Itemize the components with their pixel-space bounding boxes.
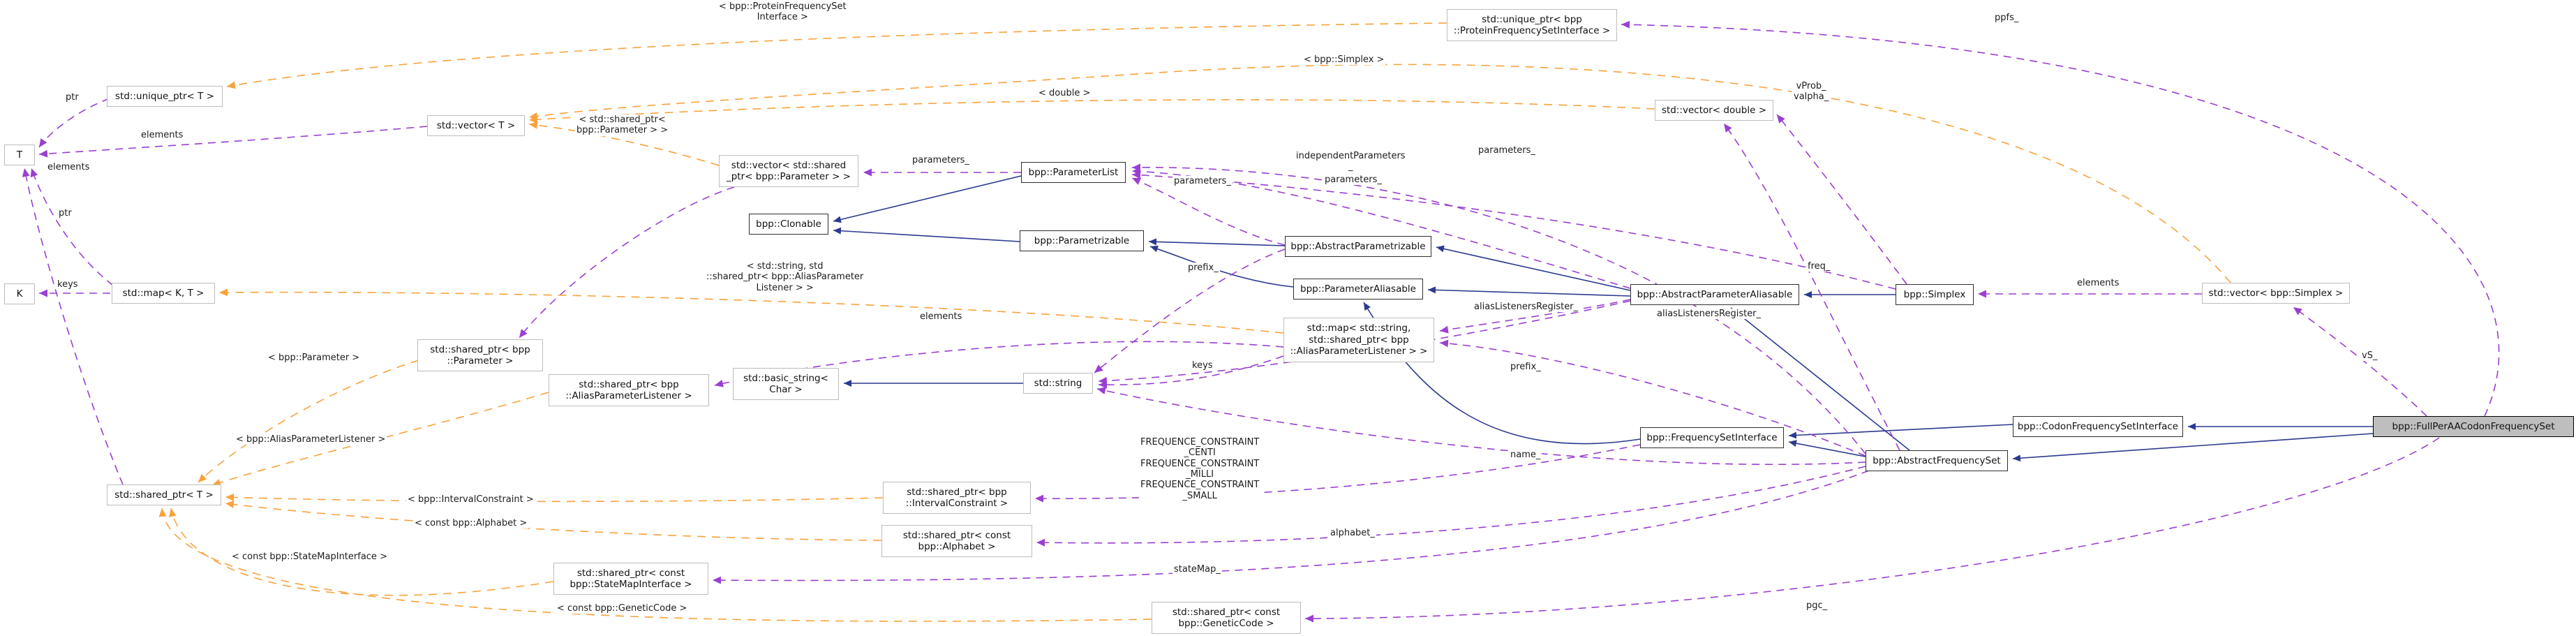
edge-parametrizable-clonable xyxy=(833,230,1020,242)
edge-label-elements-map-t xyxy=(46,162,91,172)
edge-label-tmpl-shared-ptr-parameter xyxy=(575,114,669,136)
class-node-shared-ptr-geneticcode[interactable] xyxy=(1152,602,1301,634)
edge-label-line: parameters_ xyxy=(1174,176,1231,186)
class-node-label: bpp::Alphabet > xyxy=(918,541,996,552)
class-node-label: std::shared_ptr< bpp xyxy=(579,378,679,390)
edge-label-line: _CENTI xyxy=(1184,448,1216,459)
edge-label-name xyxy=(1509,450,1542,460)
edge-label-line: < double > xyxy=(1038,88,1091,98)
edge-label-statemap xyxy=(1172,564,1222,575)
edge-label-tmpl-simplex xyxy=(1302,54,1385,65)
edge-tmpl-mapstring-map xyxy=(219,293,1283,333)
edge-label-line: elements xyxy=(141,130,184,140)
edge-label-ptr-shared xyxy=(57,208,73,219)
edge-uniqueptr-t-ptr xyxy=(39,98,110,147)
class-node-label: std::string xyxy=(1034,377,1082,389)
class-node-vector-simplex[interactable] xyxy=(2202,283,2350,304)
edge-label-prefix-2 xyxy=(1509,362,1542,372)
edge-label-line: ppfs_ xyxy=(1995,13,2019,23)
class-node-basic-string[interactable] xyxy=(733,368,839,400)
class-node-label: bpp::CodonFrequencySetInterface xyxy=(2017,420,2179,432)
edge-label-line: name_ xyxy=(1510,450,1541,460)
class-node-shared-ptr-t[interactable] xyxy=(107,485,221,505)
edge-label-tmpl-statemapinterface xyxy=(230,552,389,562)
edge-label-line: stateMap_ xyxy=(1174,564,1221,575)
edge-label-tmpl-parameter xyxy=(267,353,361,363)
edge-label-line: FREQUENCE_CONSTRAINT xyxy=(1140,437,1260,448)
class-node-label: std::unique_ptr< bpp xyxy=(1482,13,1582,25)
class-node-std-string[interactable] xyxy=(1023,373,1093,394)
class-node-label: bpp::ParameterList xyxy=(1028,166,1119,178)
class-node-label: ::ProteinFrequencySetInterface > xyxy=(1453,25,1611,36)
edge-label-vs xyxy=(2360,350,2378,361)
class-node-parametrizable[interactable] xyxy=(1020,230,1144,251)
edge-label-tmpl-intervalconstraint xyxy=(406,494,535,505)
edge-fullperaa-abstractfrequencyset xyxy=(2013,434,2373,459)
class-node-vector-shared-ptr-parameter[interactable] xyxy=(719,155,858,187)
class-node-label: K xyxy=(16,288,23,299)
class-node-vector-t[interactable] xyxy=(427,115,525,136)
edge-label-line: prefix_ xyxy=(1510,362,1541,372)
edge-label-alphabet xyxy=(1329,528,1376,538)
edge-label-line: < bpp::Parameter > xyxy=(268,353,360,363)
class-node-label: ::Parameter > xyxy=(447,355,514,367)
class-node-label: std::shared_ptr< const xyxy=(576,567,685,579)
edge-label-parameters-2 xyxy=(1323,175,1383,185)
edge-label-line: < bpp::AliasParameterListener > xyxy=(236,434,386,445)
edge-label-frequence-constraints xyxy=(1139,437,1260,501)
class-node-label: std::shared_ptr< bpp xyxy=(907,486,1007,498)
edge-tmpl-vectordouble-vector xyxy=(529,100,1655,120)
class-node-shared-ptr-intervalconstraint[interactable] xyxy=(883,482,1031,514)
edge-label-line: FREQUENCE_CONSTRAINT xyxy=(1140,458,1260,469)
edge-vector-sharedptrparam-elements xyxy=(519,187,734,338)
class-node-label: std::vector< bpp::Simplex > xyxy=(2208,287,2344,299)
edge-label-line: independentParameters xyxy=(1296,151,1406,161)
class-node-label: ::IntervalConstraint > xyxy=(905,498,1008,509)
class-node-label: Char > xyxy=(769,384,803,395)
class-node-label: bpp::GeneticCode > xyxy=(1178,618,1274,629)
class-node-k xyxy=(4,283,35,304)
edge-label-line: elements xyxy=(920,311,962,322)
edge-label-tmpl-aliasparameterlistener xyxy=(234,434,387,445)
edge-tmpl-alphabet-sharedptr xyxy=(225,503,881,540)
edge-label-line: keys xyxy=(1192,360,1213,371)
class-node-label: ::AliasParameterListener > > xyxy=(1290,346,1428,357)
edge-label-tmpl-geneticcode xyxy=(556,603,688,614)
edge-frequencysetinterface-intervalconstraint xyxy=(1035,445,1640,498)
edge-map-t-elements xyxy=(31,168,113,286)
class-node-label: std::unique_ptr< T > xyxy=(115,90,214,102)
class-node-label: std::shared_ptr< const xyxy=(902,529,1011,541)
edge-label-keys-2 xyxy=(1191,360,1214,371)
edge-label-tmpl-map-string xyxy=(705,261,865,293)
edge-label-elements-vector-simplex xyxy=(2076,278,2120,288)
edge-label-keys-k xyxy=(56,279,80,290)
class-node-label: std::map< std::string, xyxy=(1306,323,1411,334)
edge-label-line: _ xyxy=(1348,161,1353,172)
edge-label-line: pgc_ xyxy=(1806,600,1828,611)
edge-simplex-vectordouble-vprob xyxy=(1777,114,1907,284)
class-node-label: bpp::StateMapInterface > xyxy=(569,579,692,590)
edge-label-line: FREQUENCE_CONSTRAINT xyxy=(1140,480,1260,491)
edge-label-line: < const bpp::Alphabet > xyxy=(415,518,528,528)
edge-label-line: parameters_ xyxy=(912,155,969,165)
edge-label-freq xyxy=(1806,261,1831,272)
edge-abstractparametrizable-parametrizable xyxy=(1149,242,1285,246)
class-node-label: std::vector< double > xyxy=(1661,104,1767,116)
edge-label-parameters-4 xyxy=(1477,145,1537,156)
class-node-codon-frequency-set-interface[interactable] xyxy=(2013,416,2183,437)
class-node-unique-ptr-proteinfrequencysetinterface[interactable] xyxy=(1447,9,1617,41)
class-node-shared-ptr-parameter[interactable] xyxy=(417,339,543,371)
edge-label-pgc xyxy=(1805,600,1829,611)
edge-abstractparameteraliasable-abstractparametrizable xyxy=(1436,247,1630,290)
edge-fullperaa-vectorsimplex-vs xyxy=(2293,307,2427,416)
edge-label-line: ptr xyxy=(66,92,79,103)
class-node-label: bpp::ParameterAliasable xyxy=(1300,283,1416,295)
edge-label-line: ::shared_ptr< bpp::AliasParameter xyxy=(706,272,864,283)
edge-label-independent-parameters xyxy=(1295,151,1407,172)
edge-label-tmpl-proteinfrequencyset xyxy=(717,1,848,23)
class-node-label: bpp::FrequencySetInterface xyxy=(1646,431,1778,443)
edge-label-line: < bpp::IntervalConstraint > xyxy=(408,494,534,505)
edge-abstractfrequencyset-frequencysetinterface xyxy=(1789,442,1866,457)
class-node-full-per-aa-codon-frequency-set[interactable] xyxy=(2373,416,2574,437)
class-node-vector-double[interactable] xyxy=(1655,100,1773,121)
edge-label-line: parameters_ xyxy=(1478,145,1535,156)
edge-label-elements-vector-t xyxy=(140,130,184,140)
edge-label-line: parameters_ xyxy=(1325,175,1382,185)
class-node-label: bpp::Parametrizable xyxy=(1034,235,1130,246)
class-node-label: std::shared_ptr< bpp xyxy=(1309,334,1409,346)
class-node-t xyxy=(4,145,35,165)
class-node-label: bpp::FullPerAACodonFrequencySet xyxy=(2392,420,2555,432)
class-node-label: bpp::AbstractParametrizable xyxy=(1290,240,1426,252)
edge-label-alias-listeners-register-1 xyxy=(1473,302,1579,312)
edge-label-line: aliasListenersRegister_ xyxy=(1474,302,1579,312)
class-node-unique-ptr-t[interactable] xyxy=(107,86,223,107)
class-node-label: ::AliasParameterListener > xyxy=(565,390,692,401)
edge-label-line: < std::shared_ptr< xyxy=(579,114,666,125)
class-node-abstract-frequency-set[interactable] xyxy=(1866,450,2008,471)
edge-label-line: prefix_ xyxy=(1188,262,1219,273)
class-node-clonable[interactable] xyxy=(749,214,828,235)
edge-label-line: bpp::Parameter > > xyxy=(576,125,669,136)
class-node-label: std::map< K, T > xyxy=(122,287,204,299)
class-node-shared-ptr-aliasparameterlistener[interactable] xyxy=(549,374,709,406)
edge-label-line: valpha_ xyxy=(1794,91,1829,103)
edge-label-line: ptr xyxy=(59,208,72,219)
class-node-label: std::shared_ptr< bpp xyxy=(430,343,530,355)
class-node-label: _ptr< bpp::Parameter > > xyxy=(726,171,851,182)
edge-label-line: < const bpp::GeneticCode > xyxy=(557,603,687,614)
edge-label-line: Listener > > xyxy=(756,282,814,293)
edge-simplex-parameterlist xyxy=(1132,175,1896,289)
class-node-map-kt[interactable] xyxy=(112,283,215,304)
edge-label-vprob-valpha xyxy=(1792,81,1830,103)
edge-sharedptr-t-ptr xyxy=(24,168,123,485)
edge-codonfsi-frequencysetinterface xyxy=(1789,424,2013,436)
class-node-shared-ptr-statemapinterface[interactable] xyxy=(553,563,708,595)
class-node-frequency-set-interface[interactable] xyxy=(1640,427,1784,448)
edge-label-line: alphabet_ xyxy=(1330,528,1375,538)
edge-label-line: < std::string, std xyxy=(746,261,824,272)
edge-label-line: _MILLI xyxy=(1186,468,1214,480)
class-node-label: std::vector< std::shared xyxy=(731,159,847,171)
edge-label-tmpl-double xyxy=(1037,88,1092,98)
class-node-label: bpp::AbstractParameterAliasable xyxy=(1637,288,1793,300)
edge-vector-t-elements xyxy=(39,126,427,154)
edge-label-elements-map-apl xyxy=(918,311,963,322)
edge-label-line: < const bpp::StateMapInterface > xyxy=(232,552,387,562)
edge-label-ppfs xyxy=(1993,13,2020,23)
class-node-label: std::basic_string< xyxy=(743,372,828,384)
class-node-label: bpp::Clonable xyxy=(756,218,821,230)
edge-label-line: vS_ xyxy=(2362,350,2378,361)
class-node-simplex[interactable] xyxy=(1896,284,1974,305)
edge-label-line: keys xyxy=(57,279,78,290)
class-node-parameter-aliasable[interactable] xyxy=(1293,279,1423,299)
class-node-label: std::vector< T > xyxy=(436,119,516,131)
class-node-label: std::shared_ptr< const xyxy=(1172,606,1281,618)
edge-label-line: freq_ xyxy=(1808,261,1831,272)
edge-label-tmpl-alphabet xyxy=(413,518,528,528)
edge-label-line: elements xyxy=(2077,278,2120,288)
edge-abstractparametrizable-parameterlist xyxy=(1132,178,1285,245)
edge-parameterlist-clonable xyxy=(833,176,1021,221)
class-node-label: T xyxy=(16,149,23,161)
edge-label-line: Interface > xyxy=(757,12,808,23)
edge-label-prefix-1 xyxy=(1186,262,1220,273)
class-node-label: bpp::Simplex xyxy=(1903,288,1966,300)
edge-label-line: elements xyxy=(47,162,90,172)
edge-label-line: vProb_ xyxy=(1796,81,1826,91)
class-node-abstract-parametrizable[interactable] xyxy=(1285,236,1431,257)
edge-tmpl-uniqueptrpfsi-uniqueptr xyxy=(227,23,1447,87)
class-node-abstract-parameter-aliasable[interactable] xyxy=(1630,284,1799,305)
edge-label-line: aliasListenersRegister_ xyxy=(1657,309,1762,319)
class-node-label: bpp::AbstractFrequencySet xyxy=(1873,454,2001,466)
edge-label-parameters-3 xyxy=(1172,176,1233,186)
edge-label-line: < bpp::Simplex > xyxy=(1304,54,1385,65)
edge-abstractparameteraliasable-parameteraliasable xyxy=(1428,290,1630,296)
class-node-label: std::shared_ptr< T > xyxy=(114,489,214,501)
edge-tmpl-sharedptrparam-sharedptr xyxy=(198,360,419,482)
edge-label-line: < bpp::ProteinFrequencySet xyxy=(719,1,847,12)
edge-label-parameters-paramlist xyxy=(911,155,971,165)
class-node-shared-ptr-alphabet[interactable] xyxy=(881,525,1032,557)
edge-tmpl-intervalconstraint-sharedptr xyxy=(225,497,883,501)
class-node-parameter-list[interactable] xyxy=(1021,162,1126,183)
edge-label-ptr-top xyxy=(64,92,80,103)
class-node-map-string-aliasparameterlistener[interactable] xyxy=(1283,318,1434,362)
edge-label-alias-listeners-register-2 xyxy=(1655,309,1762,319)
edge-label-line: _SMALL xyxy=(1182,490,1217,501)
